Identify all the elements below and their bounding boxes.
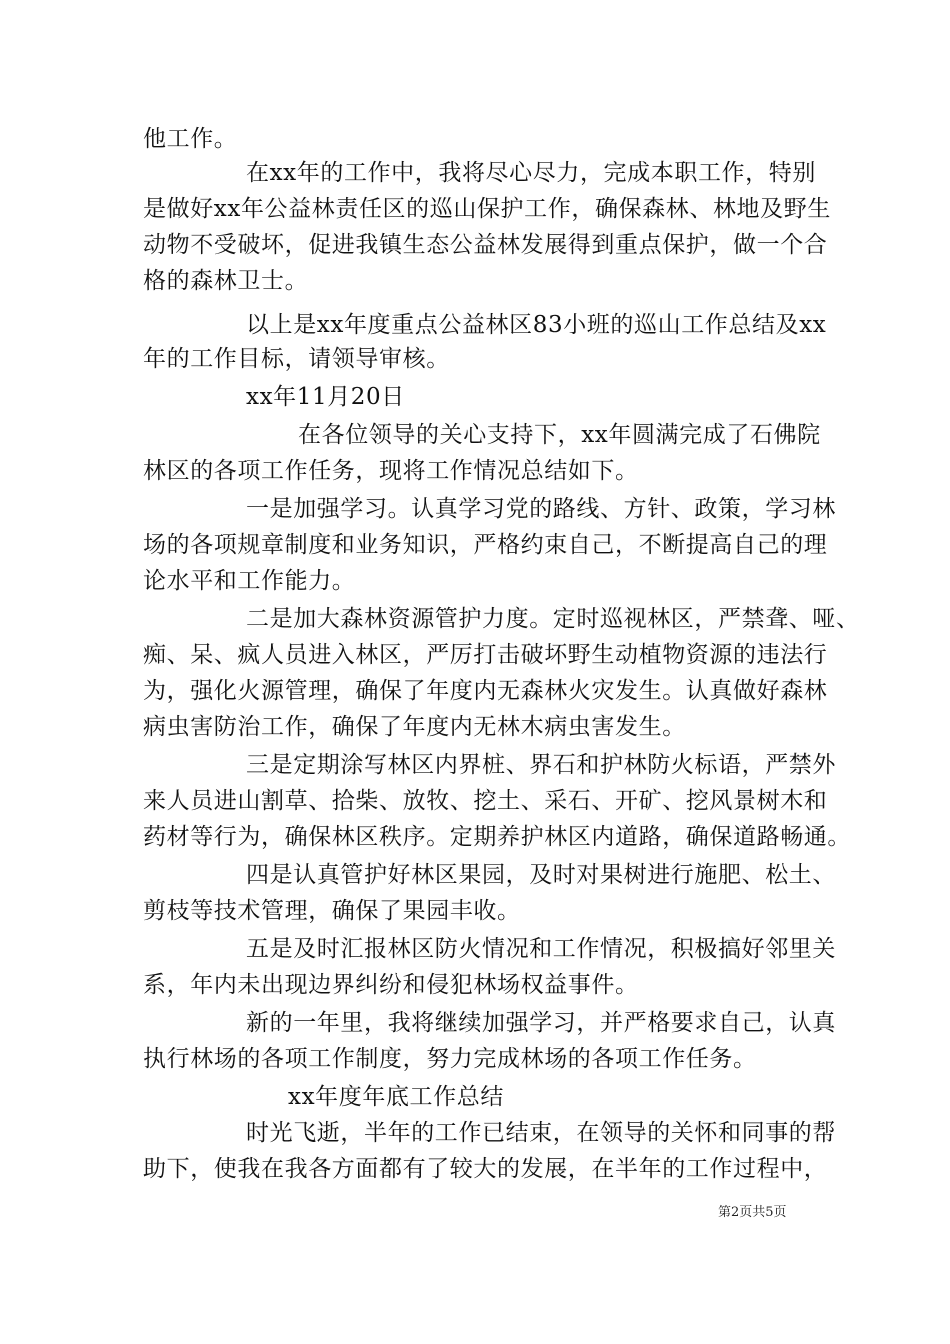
section-heading: xx年度年底工作总结: [288, 1084, 504, 1110]
text-line: 论水平和工作能力。: [143, 568, 356, 594]
text-line: 助下，使我在我各方面都有了较大的发展，在半年的工作过程中，: [143, 1156, 828, 1182]
text-line: 一是加强学习。认真学习党的路线、方针、政策，学习林: [246, 496, 836, 522]
page-number-footer: 第2页共5页: [718, 1205, 787, 1220]
text-line: 年的工作目标，请领导审核。: [143, 346, 450, 372]
text-line: 四是认真管护好林区果园，及时对果树进行施肥、松土、: [246, 862, 836, 888]
text-line: 病虫害防治工作，确保了年度内无林木病虫害发生。: [143, 714, 686, 740]
date-line: xx年11月20日: [246, 384, 405, 410]
text-line: 他工作。: [143, 126, 238, 152]
text-line: 以上是xx年度重点公益林区83小班的巡山工作总结及xx: [246, 312, 827, 338]
text-line: 格的森林卫士。: [143, 268, 309, 294]
text-line: 林区的各项工作任务，现将工作情况总结如下。: [143, 458, 639, 484]
text-line: 执行林场的各项工作制度，努力完成林场的各项工作任务。: [143, 1046, 757, 1072]
text-line: 场的各项规章制度和业务知识，严格约束自己，不断提高自己的理: [143, 532, 828, 558]
text-line: 时光飞逝，半年的工作已结束，在领导的关怀和同事的帮: [246, 1120, 836, 1146]
text-line: 系，年内未出现边界纠纷和侵犯林场权益事件。: [143, 972, 639, 998]
text-line: 动物不受破坏，促进我镇生态公益林发展得到重点保护，做一个合: [143, 232, 828, 258]
text-line: 剪枝等技术管理，确保了果园丰收。: [143, 898, 521, 924]
text-line: 来人员进山割草、拾柴、放牧、挖土、采石、开矿、挖风景树木和: [143, 788, 828, 814]
text-line: 为，强化火源管理，确保了年度内无森林火灾发生。认真做好森林: [143, 678, 828, 704]
text-line: 痴、呆、疯人员进入林区，严厉打击破坏野生动植物资源的违法行: [143, 642, 828, 668]
text-line: 二是加大森林资源管护力度。定时巡视林区，严禁聋、哑、: [246, 606, 860, 632]
text-line: 三是定期涂写林区内界桩、界石和护林防火标语，严禁外: [246, 752, 836, 778]
text-line: 新的一年里，我将继续加强学习，并严格要求自己，认真: [246, 1010, 836, 1036]
text-line: 五是及时汇报林区防火情况和工作情况，积极搞好邻里关: [246, 936, 836, 962]
text-line: 在各位领导的关心支持下，xx年圆满完成了石佛院: [298, 422, 821, 448]
text-line: 是做好xx年公益林责任区的巡山保护工作，确保森林、林地及野生: [143, 196, 831, 222]
text-line: 在xx年的工作中，我将尽心尽力，完成本职工作，特别: [246, 160, 816, 186]
text-line: 药材等行为，确保林区秩序。定期养护林区内道路，确保道路畅通。: [143, 824, 851, 850]
